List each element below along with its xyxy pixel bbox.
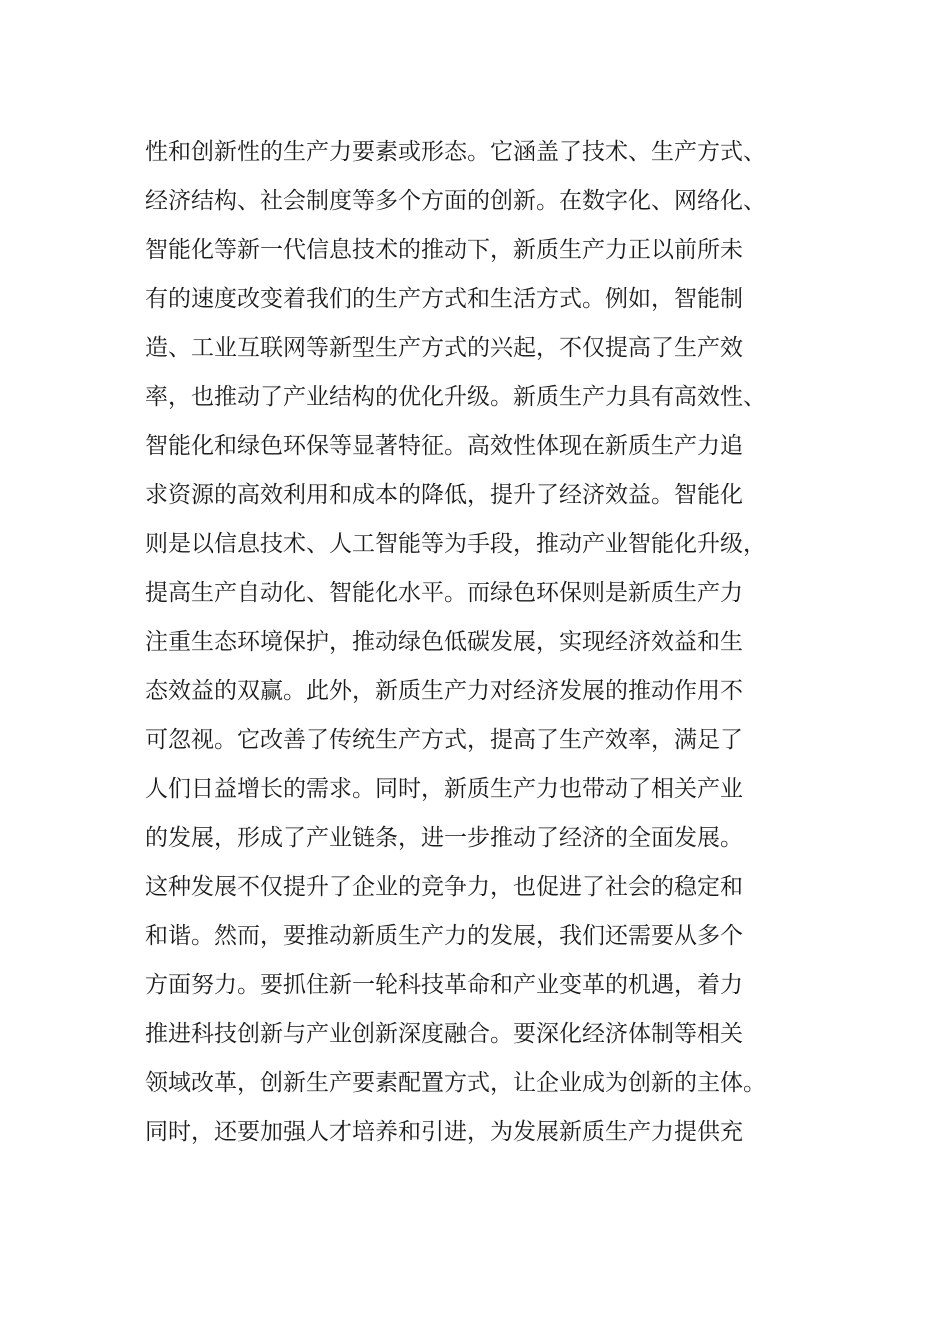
text-line: 和谐。然而，要推动新质生产力的发展，我们还需要从多个 (145, 923, 743, 949)
text-line: 领域改革，创新生产要素配置方式，让企业成为创新的主体。 (145, 1070, 766, 1096)
text-line: 注重生态环境保护，推动绿色低碳发展，实现经济效益和生 (145, 629, 743, 655)
text-line: 有的速度改变着我们的生产方式和生活方式。例如，智能制 (145, 286, 743, 312)
text-line: 的发展，形成了产业链条，进一步推动了经济的全面发展。 (145, 825, 743, 851)
text-line: 方面努力。要抓住新一轮科技革命和产业变革的机遇，着力 (145, 972, 743, 998)
text-line: 性和创新性的生产力要素或形态。它涵盖了技术、生产方式、 (145, 139, 766, 165)
text-line: 经济结构、社会制度等多个方面的创新。在数字化、网络化、 (145, 188, 766, 214)
text-line: 同时，还要加强人才培养和引进，为发展新质生产力提供充 (145, 1119, 743, 1145)
text-line: 则是以信息技术、人工智能等为手段，推动产业智能化升级， (145, 531, 766, 557)
text-line: 提高生产自动化、智能化水平。而绿色环保则是新质生产力 (145, 580, 743, 606)
text-line: 智能化等新一代信息技术的推动下，新质生产力正以前所未 (145, 237, 743, 263)
text-line: 态效益的双赢。此外，新质生产力对经济发展的推动作用不 (145, 678, 743, 704)
text-line: 率，也推动了产业结构的优化升级。新质生产力具有高效性、 (145, 384, 766, 410)
body-paragraph (145, 128, 825, 1157)
text-line: 智能化和绿色环保等显著特征。高效性体现在新质生产力追 (145, 433, 743, 459)
text-line: 推进科技创新与产业创新深度融合。要深化经济体制等相关 (145, 1021, 743, 1047)
text-line: 造、工业互联网等新型生产方式的兴起，不仅提高了生产效 (145, 335, 743, 361)
text-line: 这种发展不仅提升了企业的竞争力，也促进了社会的稳定和 (145, 874, 743, 900)
text-line: 求资源的高效利用和成本的降低，提升了经济效益。智能化 (145, 482, 743, 508)
text-line: 人们日益增长的需求。同时，新质生产力也带动了相关产业 (145, 776, 743, 802)
text-line: 可忽视。它改善了传统生产方式，提高了生产效率，满足了 (145, 727, 743, 753)
